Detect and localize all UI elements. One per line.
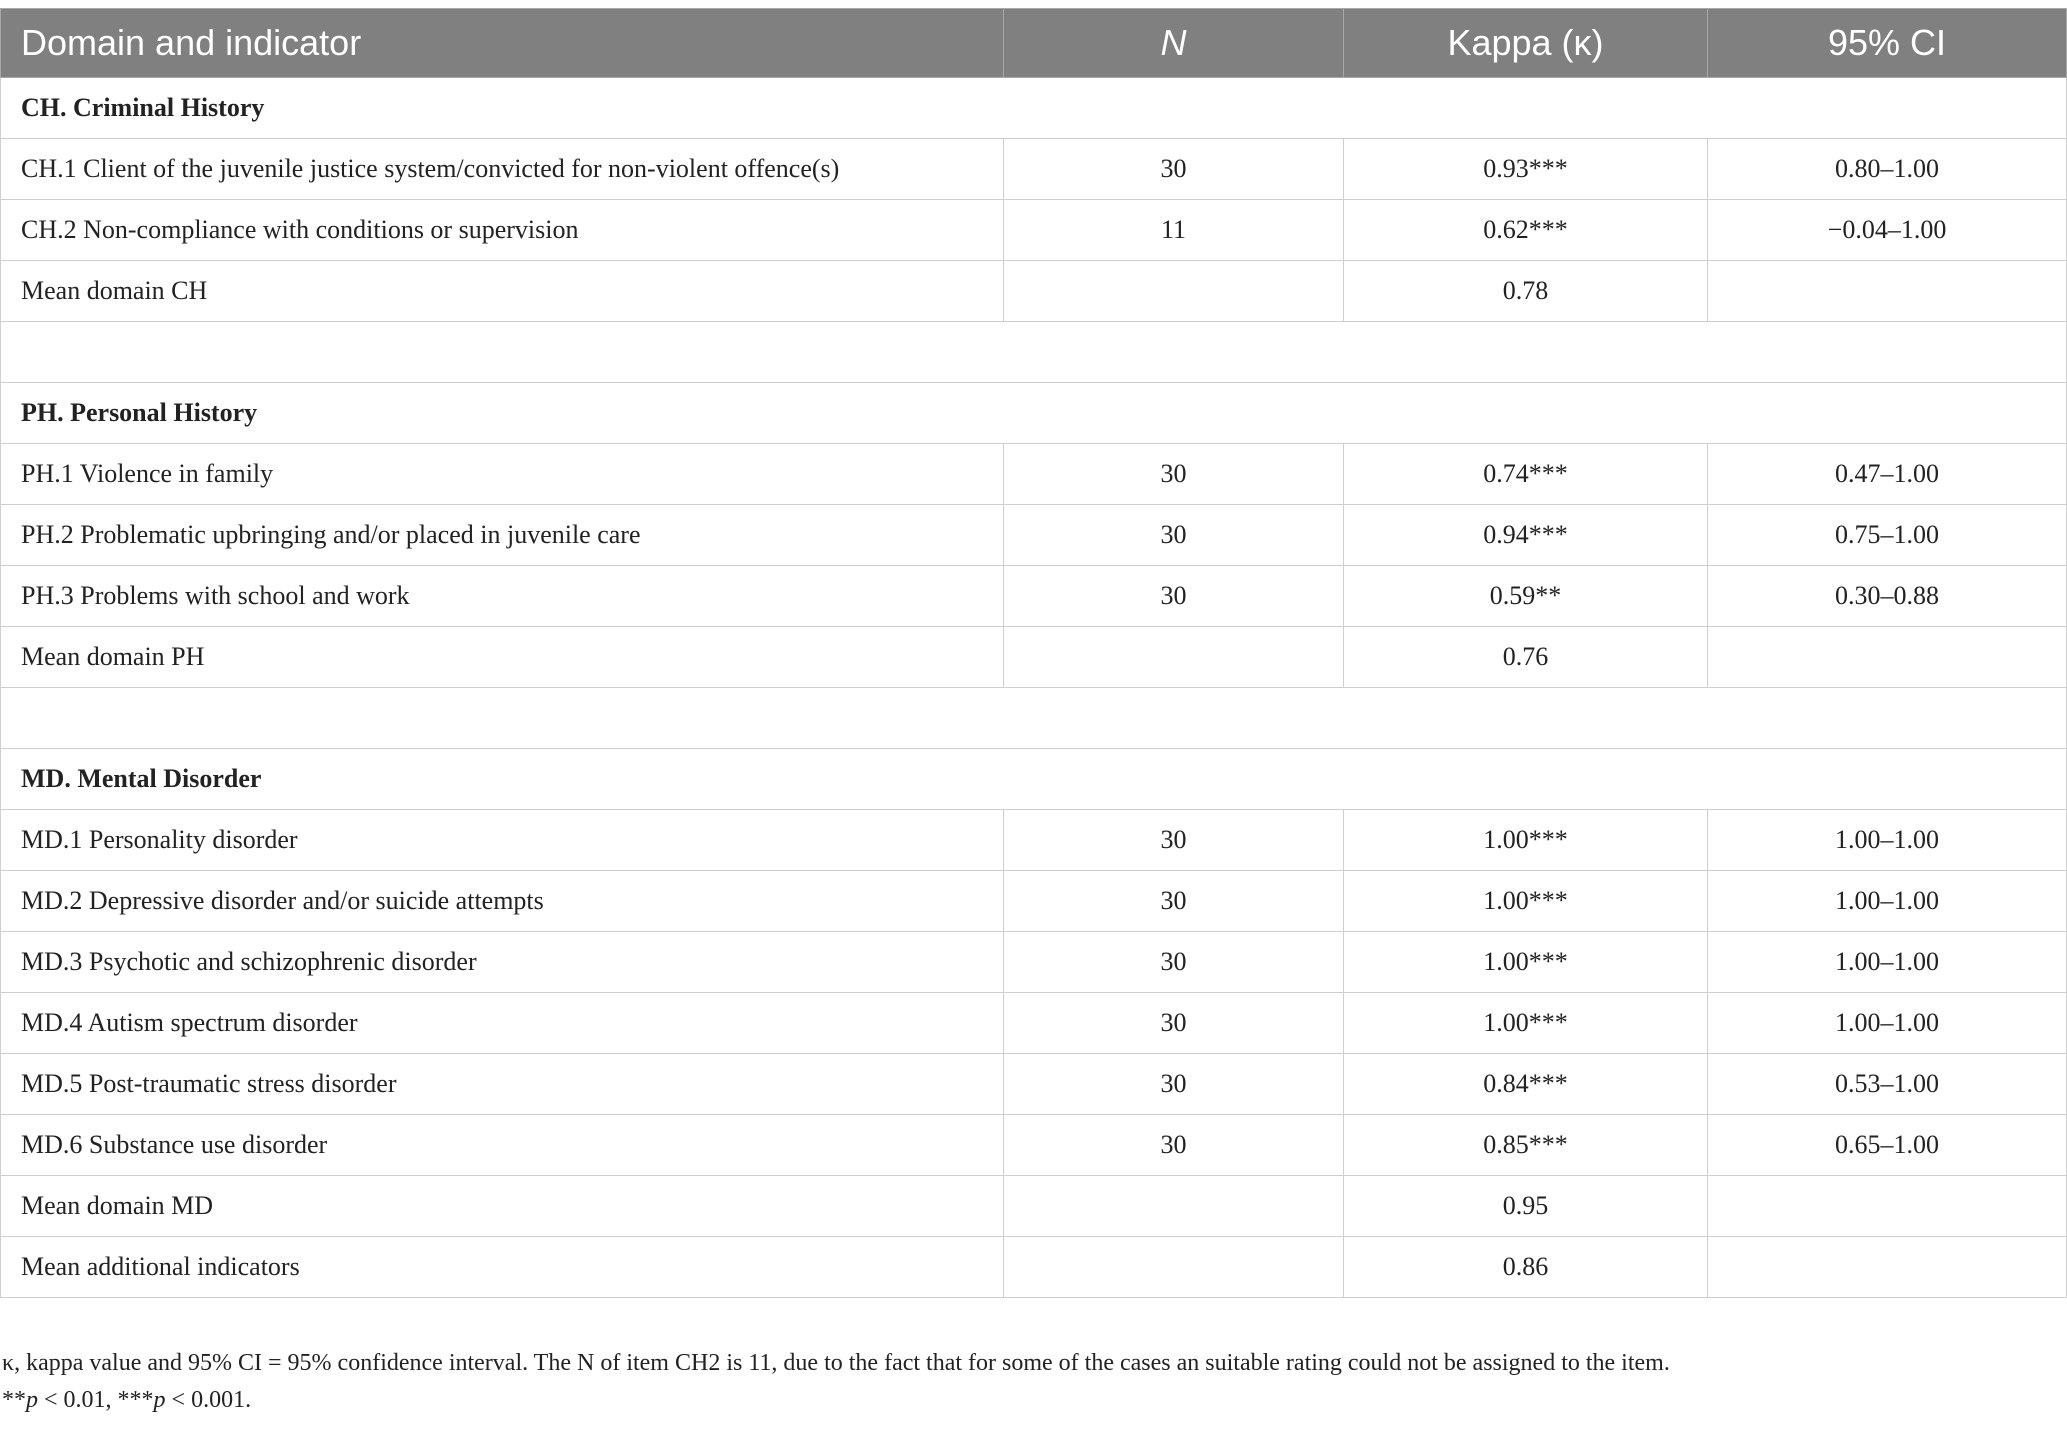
mean-row: [1, 1176, 2067, 1237]
footnote-significance: **p < 0.01, ***p < 0.001.: [2, 1387, 252, 1413]
ci-cell: 0.53–1.00: [1708, 1054, 2067, 1115]
n-cell: 30: [1004, 1054, 1344, 1115]
ci-cell: 1.00–1.00: [1708, 871, 2067, 932]
table-row: [1, 139, 2067, 200]
indicator-cell: PH.2 Problematic upbringing and/or placed in juvenile care: [1, 505, 1004, 566]
indicator-cell: CH.1 Client of the juvenile justice system/convicted for non-violent offence(s): [1, 139, 1004, 200]
header-n: [1004, 9, 1344, 78]
table-body: [1, 78, 2067, 1298]
kappa-cell: 0.74***: [1344, 444, 1708, 505]
indicator-cell: Mean additional indicators: [1, 1237, 1004, 1298]
ci-cell: 0.75–1.00: [1708, 505, 2067, 566]
ci-cell: [1708, 261, 2067, 322]
table-row: [1, 1054, 2067, 1115]
n-cell: 30: [1004, 505, 1344, 566]
section-row: [1, 78, 2067, 139]
indicator-cell: Mean domain MD: [1, 1176, 1004, 1237]
n-cell: 30: [1004, 566, 1344, 627]
kappa-cell: 0.95: [1344, 1176, 1708, 1237]
n-cell: 30: [1004, 810, 1344, 871]
n-cell: 11: [1004, 200, 1344, 261]
section-title: PH. Personal History: [1, 383, 2067, 444]
section-row: [1, 383, 2067, 444]
table-row: [1, 1115, 2067, 1176]
indicator-cell: Mean domain PH: [1, 627, 1004, 688]
spacer-cell: [1, 322, 2067, 383]
section-title: CH. Criminal History: [1, 78, 2067, 139]
indicator-cell: PH.3 Problems with school and work: [1, 566, 1004, 627]
kappa-cell: 0.85***: [1344, 1115, 1708, 1176]
header-kappa: Kappa (κ): [1344, 9, 1708, 78]
header-n-label: N: [1160, 22, 1187, 63]
section-row: [1, 749, 2067, 810]
ci-cell: −0.04–1.00: [1708, 200, 2067, 261]
kappa-cell: 0.86: [1344, 1237, 1708, 1298]
table-row: [1, 810, 2067, 871]
indicator-cell: MD.6 Substance use disorder: [1, 1115, 1004, 1176]
table-footnotes: [0, 1345, 2060, 1419]
ci-cell: 1.00–1.00: [1708, 993, 2067, 1054]
table-row: [1, 871, 2067, 932]
kappa-cell: 1.00***: [1344, 871, 1708, 932]
ci-cell: [1708, 1176, 2067, 1237]
kappa-cell: 0.84***: [1344, 1054, 1708, 1115]
table-row: [1, 993, 2067, 1054]
kappa-cell: 1.00***: [1344, 993, 1708, 1054]
ci-cell: [1708, 1237, 2067, 1298]
mean-row: [1, 627, 2067, 688]
section-title: MD. Mental Disorder: [1, 749, 2067, 810]
table-row: [1, 200, 2067, 261]
n-cell: [1004, 627, 1344, 688]
spacer-row: [1, 322, 2067, 383]
header-domain: Domain and indicator: [1, 9, 1004, 78]
kappa-cell: 1.00***: [1344, 932, 1708, 993]
indicator-cell: PH.1 Violence in family: [1, 444, 1004, 505]
indicator-cell: MD.1 Personality disorder: [1, 810, 1004, 871]
table-row: [1, 566, 2067, 627]
n-cell: 30: [1004, 993, 1344, 1054]
table-header: [1, 9, 2067, 78]
n-cell: 30: [1004, 871, 1344, 932]
n-cell: 30: [1004, 139, 1344, 200]
ci-cell: [1708, 627, 2067, 688]
ci-cell: 0.80–1.00: [1708, 139, 2067, 200]
n-cell: 30: [1004, 1115, 1344, 1176]
kappa-cell: 1.00***: [1344, 810, 1708, 871]
spacer-cell: [1, 688, 2067, 749]
n-cell: [1004, 261, 1344, 322]
header-row: [1, 9, 2067, 78]
table-row: [1, 932, 2067, 993]
indicator-cell: CH.2 Non-compliance with conditions or supervision: [1, 200, 1004, 261]
kappa-cell: 0.94***: [1344, 505, 1708, 566]
ci-cell: 0.30–0.88: [1708, 566, 2067, 627]
indicator-cell: Mean domain CH: [1, 261, 1004, 322]
kappa-cell: 0.78: [1344, 261, 1708, 322]
n-cell: [1004, 1176, 1344, 1237]
indicator-cell: MD.4 Autism spectrum disorder: [1, 993, 1004, 1054]
indicator-cell: MD.2 Depressive disorder and/or suicide attempts: [1, 871, 1004, 932]
footnote-abbreviations: κ, kappa value and 95% CI = 95% confidence interval. The N of item CH2 is 11, due to the fact that for some of the cases an suitable rating could not be assigned to the item.: [2, 1350, 1670, 1376]
n-cell: [1004, 1237, 1344, 1298]
kappa-cell: 0.59**: [1344, 566, 1708, 627]
n-cell: 30: [1004, 444, 1344, 505]
ci-cell: 0.65–1.00: [1708, 1115, 2067, 1176]
kappa-cell: 0.93***: [1344, 139, 1708, 200]
kappa-cell: 0.62***: [1344, 200, 1708, 261]
header-ci: 95% CI: [1708, 9, 2067, 78]
kappa-table-container: [0, 8, 2067, 1298]
kappa-table: [0, 8, 2067, 1298]
ci-cell: 0.47–1.00: [1708, 444, 2067, 505]
n-cell: 30: [1004, 932, 1344, 993]
table-row: [1, 505, 2067, 566]
indicator-cell: MD.5 Post-traumatic stress disorder: [1, 1054, 1004, 1115]
ci-cell: 1.00–1.00: [1708, 810, 2067, 871]
table-row: [1, 444, 2067, 505]
mean-row: [1, 1237, 2067, 1298]
kappa-cell: 0.76: [1344, 627, 1708, 688]
ci-cell: 1.00–1.00: [1708, 932, 2067, 993]
spacer-row: [1, 688, 2067, 749]
indicator-cell: MD.3 Psychotic and schizophrenic disorder: [1, 932, 1004, 993]
mean-row: [1, 261, 2067, 322]
